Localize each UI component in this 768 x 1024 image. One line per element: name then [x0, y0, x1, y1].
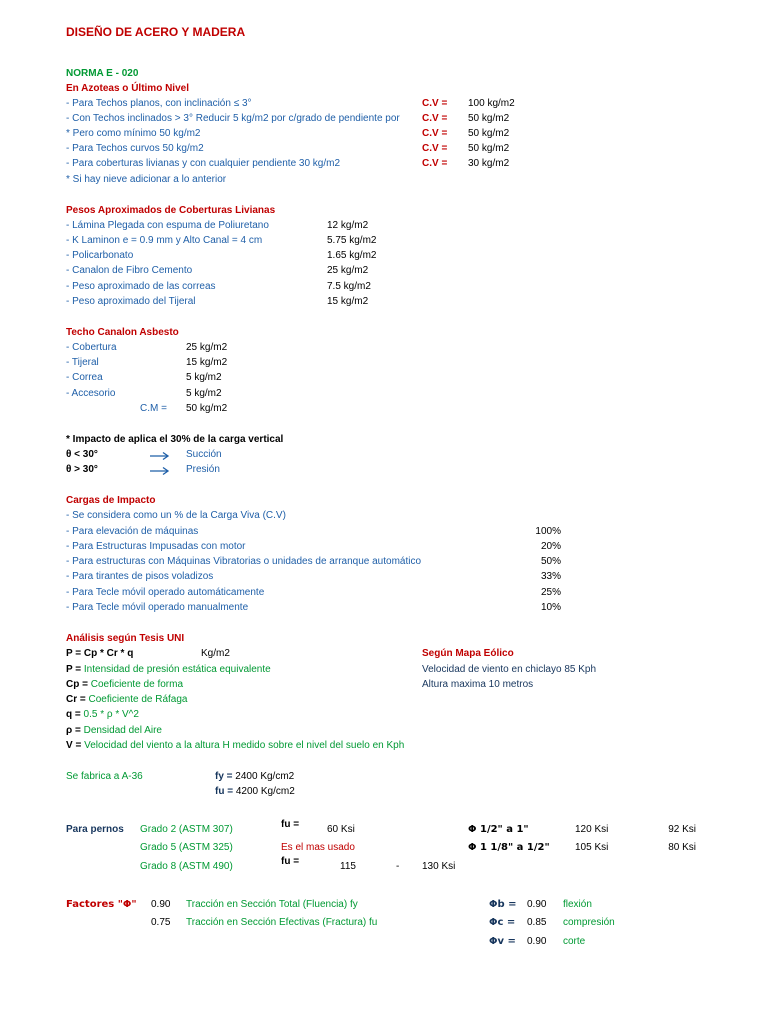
definition-desc: Densidad del Aire	[80, 725, 162, 736]
pesos-row-text: - Peso aproximado del Tijeral	[66, 296, 196, 307]
impacto-row-text: - Para estructuras con Máquinas Vibratorias o unidades de arranque automático	[66, 556, 422, 567]
grado-label: Grado 8 (ASTM 490)	[140, 861, 233, 872]
pesos-row-value: 7.5 kg/m2	[327, 281, 371, 292]
impacto-row-value: 100%	[535, 526, 561, 537]
pesos-row-value: 15 kg/m2	[327, 296, 369, 307]
phi-range-value: 92 Ksi	[668, 824, 696, 835]
canalon-heading: Techo Canalon Asbesto	[66, 327, 179, 338]
fabrica-label: Se fabrica a A-36	[66, 771, 143, 782]
definition-symbol: Cr =	[66, 694, 86, 705]
canalon-row-value: 15 kg/m2	[186, 357, 228, 368]
fy-row	[215, 771, 294, 783]
definition-row	[66, 679, 183, 691]
canalon-row-text: - Cobertura	[66, 342, 117, 353]
cm-label: C.M =	[140, 403, 167, 414]
phi-range-label: Φ 1/2" a 1"	[468, 824, 529, 835]
pesos-row-text: - Policarbonato	[66, 250, 134, 261]
angle-label: θ < 30°	[66, 449, 98, 460]
grado-label: Grado 5 (ASTM 325)	[140, 842, 233, 853]
factor-desc: Tracción en Sección Efectivas (Fractura) fu	[186, 917, 378, 928]
grado-value: 60 Ksi	[327, 824, 355, 835]
fu-value: 4200 Kg/cm2	[233, 786, 295, 797]
phi-factor-value: 0.85	[527, 917, 547, 928]
right-arrow-icon	[150, 466, 170, 476]
azoteas-row-text: - Con Techos inclinados > 3° Reducir 5 kg/m2 por c/grado de pendiente por	[66, 113, 400, 124]
pernos-fu-label: fu =	[281, 856, 300, 867]
right-arrow-icon	[150, 451, 170, 461]
definition-symbol: q =	[66, 709, 81, 720]
fy-symbol: fy =	[215, 771, 233, 782]
fu-row	[215, 786, 295, 798]
pesos-row-value: 25 kg/m2	[327, 265, 369, 276]
definition-symbol: V =	[66, 740, 82, 751]
phi-range-label: Φ 1 1/8" a 1/2"	[468, 842, 550, 853]
impacto-row-text: - Para Estructuras Impusadas con motor	[66, 541, 246, 552]
phi-factor-symbol: Φb =	[489, 899, 517, 910]
azoteas-row-text: - Para Techos planos, con inclinación ≤ 3°	[66, 98, 252, 109]
definition-symbol: ρ =	[66, 725, 81, 736]
phi-range-value: 80 Ksi	[668, 842, 696, 853]
fu-symbol: fu =	[215, 786, 234, 797]
impacto-row-value: 50%	[540, 556, 561, 567]
cargas-impacto-intro: - Se considera como un % de la Carga Viva (C.V)	[66, 510, 286, 521]
definition-symbol: Cp =	[66, 679, 88, 690]
phi-range-value: 120 Ksi	[575, 824, 609, 835]
definition-desc: Coeficiente de Ráfaga	[85, 694, 188, 705]
definition-row	[66, 694, 187, 706]
cv-label: C.V =	[422, 128, 448, 139]
phi-factor-desc: compresión	[563, 917, 615, 928]
definition-symbol: P =	[66, 664, 82, 675]
cv-label: C.V =	[422, 158, 448, 169]
azoteas-row-text: * Pero como mínimo 50 kg/m2	[66, 128, 201, 139]
factores-label: Factores "Φ"	[66, 899, 137, 910]
definition-desc: Intensidad de presión estática equivalente	[81, 664, 271, 675]
azoteas-row-text: - Para Techos curvos 50 kg/m2	[66, 143, 204, 154]
cv-label: C.V =	[422, 113, 448, 124]
pernos-label: Para pernos	[66, 824, 124, 835]
pesos-row-text: - Peso aproximado de las correas	[66, 281, 216, 292]
page-title: DISEÑO DE ACERO Y MADERA	[66, 25, 246, 39]
impacto-row-text: - Para Tecle móvil operado manualmente	[66, 602, 249, 613]
canalon-row-value: 5 kg/m2	[186, 388, 222, 399]
analisis-heading: Análisis según Tesis UNI	[66, 633, 185, 644]
factor-value: 0.90	[151, 899, 171, 910]
fy-value: 2400 Kg/cm2	[232, 771, 295, 782]
cv-value: 30 kg/m2	[468, 158, 510, 169]
factor-value: 0.75	[151, 917, 171, 928]
pesos-row-value: 5.75 kg/m2	[327, 235, 377, 246]
pesos-row-text: - Lámina Plegada con espuma de Poliuretano	[66, 220, 269, 231]
formula: P = Cp * Cr * q	[66, 648, 134, 659]
angle-label: θ > 30°	[66, 464, 98, 475]
canalon-row-value: 25 kg/m2	[186, 342, 228, 353]
cv-label: C.V =	[422, 143, 448, 154]
impacto-vertical-heading: * Impacto de aplica el 30% de la carga vertical	[66, 434, 284, 445]
factor-desc: Tracción en Sección Total (Fluencia) fy	[186, 899, 358, 910]
grado-value-max: 130 Ksi	[422, 861, 456, 872]
phi-factor-symbol: Φc =	[489, 917, 516, 928]
grado-label: Grado 2 (ASTM 307)	[140, 824, 233, 835]
definition-row	[66, 664, 271, 676]
impacto-row-value: 10%	[540, 602, 561, 613]
definition-desc: Coeficiente de forma	[87, 679, 184, 690]
impacto-row-value: 33%	[540, 571, 561, 582]
impacto-row-value: 25%	[540, 587, 561, 598]
cv-value: 50 kg/m2	[468, 128, 510, 139]
pesos-heading: Pesos Aproximados de Coberturas Livianas	[66, 205, 276, 216]
pesos-row-text: - K Laminon e = 0.9 mm y Alto Canal = 4 cm	[66, 235, 263, 246]
cv-value: 100 kg/m2	[468, 98, 515, 109]
cargas-impacto-heading: Cargas de Impacto	[66, 495, 156, 506]
canalon-row-value: 5 kg/m2	[186, 372, 222, 383]
phi-factor-value: 0.90	[527, 899, 547, 910]
angle-result: Succión	[186, 449, 222, 460]
definition-desc: 0.5 * ρ * V^2	[80, 709, 139, 720]
pesos-row-value: 1.65 kg/m2	[327, 250, 377, 261]
mapa-line: Altura maxima 10 metros	[422, 679, 534, 690]
range-dash: -	[396, 861, 400, 872]
cm-value: 50 kg/m2	[186, 403, 228, 414]
phi-factor-desc: flexión	[563, 899, 592, 910]
cv-value: 50 kg/m2	[468, 143, 510, 154]
phi-factor-symbol: Φv =	[489, 936, 516, 947]
definition-desc: Velocidad del viento a la altura H medido sobre el nivel del suelo en Kph	[81, 740, 405, 751]
mapa-line: Velocidad de viento en chiclayo 85 Kph	[422, 664, 597, 675]
pesos-row-text: - Canalon de Fibro Cemento	[66, 265, 193, 276]
definition-row	[66, 740, 404, 752]
phi-factor-desc: corte	[563, 936, 586, 947]
canalon-row-text: - Tijeral	[66, 357, 99, 368]
azoteas-note: * Si hay nieve adicionar a lo anterior	[66, 174, 227, 185]
formula-unit: Kg/m2	[201, 648, 230, 659]
grado-value-min: 115	[340, 861, 356, 872]
azoteas-row-text: - Para coberturas livianas y con cualquier pendiente 30 kg/m2	[66, 158, 341, 169]
impacto-row-text: - Para tirantes de pisos voladizos	[66, 571, 214, 582]
azoteas-heading: En Azoteas o Último Nivel	[66, 83, 189, 94]
definition-row	[66, 725, 162, 737]
definition-row	[66, 709, 139, 721]
mapa-heading: Según Mapa Eólico	[422, 648, 514, 659]
pesos-row-value: 12 kg/m2	[327, 220, 369, 231]
phi-range-value: 105 Ksi	[575, 842, 609, 853]
angle-result: Presión	[186, 464, 220, 475]
impacto-row-text: - Para elevación de máquinas	[66, 526, 199, 537]
pernos-fu-label: fu =	[281, 819, 300, 830]
norma-label: NORMA E - 020	[66, 68, 139, 79]
phi-factor-value: 0.90	[527, 936, 547, 947]
cv-label: C.V =	[422, 98, 448, 109]
impacto-row-text: - Para Tecle móvil operado automáticamente	[66, 587, 265, 598]
canalon-row-text: - Correa	[66, 372, 103, 383]
impacto-row-value: 20%	[540, 541, 561, 552]
cv-value: 50 kg/m2	[468, 113, 510, 124]
canalon-row-text: - Accesorio	[66, 388, 116, 399]
grado-note: Es el mas usado	[281, 842, 355, 853]
